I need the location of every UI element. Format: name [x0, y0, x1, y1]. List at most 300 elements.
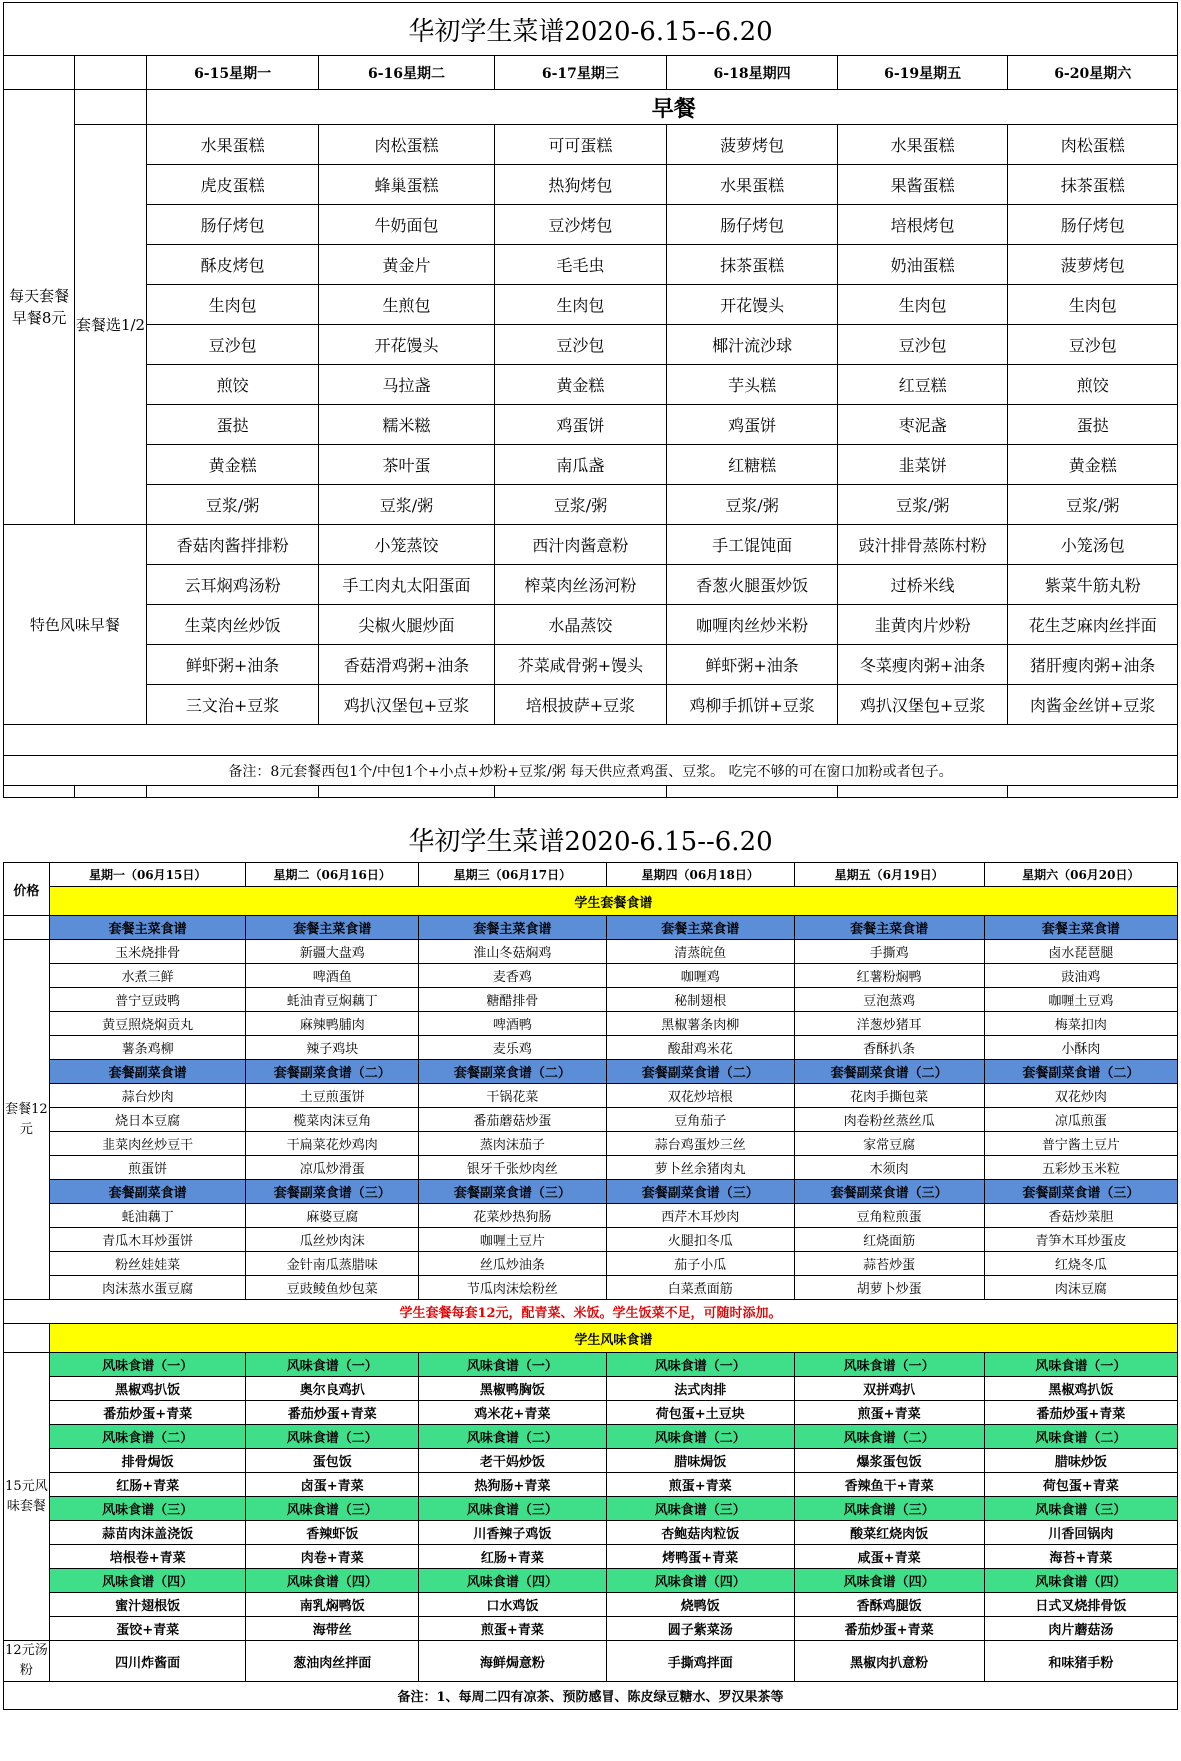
flavor-group-header: 风味食谱（三） — [246, 1497, 419, 1521]
menu-item: 葱油肉丝拌面 — [246, 1641, 419, 1682]
menu-item: 黄金糕 — [146, 445, 319, 485]
menu-item: 番茄蘑菇炒蛋 — [418, 1108, 606, 1132]
flavor-group-header: 风味食谱（四） — [794, 1569, 984, 1593]
blank-cell — [667, 786, 838, 798]
menu-item: 蛋包饭 — [246, 1449, 419, 1473]
menu-item: 豆沙包 — [837, 325, 1008, 365]
lunch-title: 华初学生菜谱2020-6.15--6.20 — [408, 827, 773, 857]
menu-item: 红豆糕 — [837, 365, 1008, 405]
menu-item: 肉卷+青菜 — [246, 1545, 419, 1569]
menu-item: 普宁酱土豆片 — [984, 1132, 1177, 1156]
day-header: 6-17星期三 — [494, 56, 667, 90]
menu-item: 小笼汤包 — [1008, 525, 1178, 565]
flavor-group-header: 风味食谱（三） — [49, 1497, 246, 1521]
flavor-price-label: 15元风味套餐 — [4, 1353, 50, 1641]
blank-cell — [1008, 786, 1178, 798]
menu-item: 蒜台炒肉 — [49, 1084, 246, 1108]
menu-item: 榄菜肉沫豆角 — [246, 1108, 419, 1132]
main-dish-header: 套餐主菜食谱 — [49, 916, 246, 940]
side-dish-header: 套餐副菜食谱（二） — [246, 1060, 419, 1084]
menu-item: 韭菜肉丝炒豆干 — [49, 1132, 246, 1156]
flavor-group-header: 风味食谱（三） — [984, 1497, 1177, 1521]
menu-item: 家常豆腐 — [794, 1132, 984, 1156]
menu-item: 青笋木耳炒蛋皮 — [984, 1228, 1177, 1252]
menu-item: 手撕鸡拌面 — [606, 1641, 794, 1682]
menu-item: 酸菜红烧肉饭 — [794, 1521, 984, 1545]
menu-item: 节瓜肉沫烩粉丝 — [418, 1276, 606, 1300]
menu-item: 腊味焗饭 — [606, 1449, 794, 1473]
menu-item: 麻辣鸭脯肉 — [246, 1012, 419, 1036]
menu-item: 鸡柳手抓饼+豆浆 — [667, 685, 838, 725]
menu-item: 榨菜肉丝汤河粉 — [494, 565, 667, 605]
menu-item: 奶油蛋糕 — [837, 245, 1008, 285]
menu-item: 咖喱土豆片 — [418, 1228, 606, 1252]
day-header: 星期六（06月20日） — [984, 863, 1177, 887]
menu-item: 银牙千张炒肉丝 — [418, 1156, 606, 1180]
menu-item: 西汁肉酱意粉 — [494, 525, 667, 565]
side-dish-header: 套餐副菜食谱 — [49, 1180, 246, 1204]
menu-item: 奥尔良鸡扒 — [246, 1377, 419, 1401]
menu-item: 黄金片 — [319, 245, 494, 285]
menu-item: 黑椒肉扒意粉 — [794, 1641, 984, 1682]
menu-item: 小笼蒸饺 — [319, 525, 494, 565]
menu-item: 手工肉丸太阳蛋面 — [319, 565, 494, 605]
special-breakfast-label: 特色风味早餐 — [4, 525, 147, 725]
menu-item: 肠仔烤包 — [146, 205, 319, 245]
menu-item: 开花馒头 — [667, 285, 838, 325]
menu-item: 香辣虾饭 — [246, 1521, 419, 1545]
menu-item: 杏鲍菇肉粒饭 — [606, 1521, 794, 1545]
menu-item: 荷包蛋+土豆块 — [606, 1401, 794, 1425]
blank-cell — [494, 786, 667, 798]
flavor-group-header: 风味食谱（四） — [418, 1569, 606, 1593]
menu-item: 可可蛋糕 — [494, 125, 667, 165]
menu-item: 洋葱炒猪耳 — [794, 1012, 984, 1036]
menu-item: 香菇炒菜胆 — [984, 1204, 1177, 1228]
menu-item: 手工馄饨面 — [667, 525, 838, 565]
menu-item: 鸡蛋饼 — [494, 405, 667, 445]
blank-cell — [4, 786, 75, 798]
menu-item: 花肉手撕包菜 — [794, 1084, 984, 1108]
menu-item: 老干妈炒饭 — [418, 1449, 606, 1473]
menu-item: 黄金糕 — [1008, 445, 1178, 485]
menu-item: 茄子小瓜 — [606, 1252, 794, 1276]
flavor-section-header: 学生风味食谱 — [49, 1324, 1177, 1353]
breakfast-title: 华初学生菜谱2020-6.15--6.20 — [4, 3, 1178, 56]
menu-item: 薯条鸡柳 — [49, 1036, 246, 1060]
menu-item: 红糖糕 — [667, 445, 838, 485]
menu-item: 糖醋排骨 — [418, 988, 606, 1012]
flavor-group-header: 风味食谱（一） — [49, 1353, 246, 1377]
menu-item: 川香回锅肉 — [984, 1521, 1177, 1545]
flavor-group-header: 风味食谱（二） — [794, 1425, 984, 1449]
menu-item: 热狗肠+青菜 — [418, 1473, 606, 1497]
menu-item: 黑椒鸭胸饭 — [418, 1377, 606, 1401]
menu-item: 咖喱肉丝炒米粉 — [667, 605, 838, 645]
menu-item: 土豆煎蛋饼 — [246, 1084, 419, 1108]
set-note: 学生套餐每套12元，配青菜、米饭。学生饭菜不足，可随时添加。 — [4, 1300, 1178, 1324]
menu-item: 粉丝娃娃菜 — [49, 1252, 246, 1276]
menu-item: 蚝油藕丁 — [49, 1204, 246, 1228]
main-dish-header: 套餐主菜食谱 — [984, 916, 1177, 940]
menu-item: 豆角茄子 — [606, 1108, 794, 1132]
menu-item: 腊味炒饭 — [984, 1449, 1177, 1473]
menu-item: 五彩炒玉米粒 — [984, 1156, 1177, 1180]
menu-item: 和味猪手粉 — [984, 1641, 1177, 1682]
menu-item: 法式肉排 — [606, 1377, 794, 1401]
menu-item: 鲜虾粥+油条 — [146, 645, 319, 685]
menu-item: 椰汁流沙球 — [667, 325, 838, 365]
menu-item: 豆浆/粥 — [667, 485, 838, 525]
menu-item: 蒜台鸡蛋炒三丝 — [606, 1132, 794, 1156]
menu-item: 水煮三鲜 — [49, 964, 246, 988]
menu-item: 海苔+青菜 — [984, 1545, 1177, 1569]
menu-item: 红肠+青菜 — [418, 1545, 606, 1569]
side-dish-header: 套餐副菜食谱（二） — [794, 1060, 984, 1084]
menu-item: 凉瓜炒滑蛋 — [246, 1156, 419, 1180]
menu-item: 煎蛋+青菜 — [606, 1473, 794, 1497]
breakfast-menu-table — [3, 2, 1178, 798]
day-header: 6-18星期四 — [667, 56, 838, 90]
day-header: 星期二（06月16日） — [246, 863, 419, 887]
menu-item: 萝卜丝余猪肉丸 — [606, 1156, 794, 1180]
menu-item: 煎蛋+青菜 — [794, 1401, 984, 1425]
menu-item: 玉米烧排骨 — [49, 940, 246, 964]
menu-item: 手撕鸡 — [794, 940, 984, 964]
menu-item: 韭黄肉片炒粉 — [837, 605, 1008, 645]
menu-item: 黑椒鸡扒饭 — [49, 1377, 246, 1401]
menu-item: 虎皮蛋糕 — [146, 165, 319, 205]
menu-item: 咖喱土豆鸡 — [984, 988, 1177, 1012]
flavor-group-header: 风味食谱（二） — [984, 1425, 1177, 1449]
menu-item: 肉沫蒸水蛋豆腐 — [49, 1276, 246, 1300]
menu-item: 豆角粒煎蛋 — [794, 1204, 984, 1228]
menu-item: 水晶蒸饺 — [494, 605, 667, 645]
flavor-group-header: 风味食谱（四） — [246, 1569, 419, 1593]
menu-item: 肠仔烤包 — [667, 205, 838, 245]
lunch-menu-table — [3, 862, 1178, 1710]
menu-item: 咸蛋+青菜 — [794, 1545, 984, 1569]
menu-item: 香辣鱼干+青菜 — [794, 1473, 984, 1497]
menu-item: 鸡米花+青菜 — [418, 1401, 606, 1425]
menu-item: 茶叶蛋 — [319, 445, 494, 485]
menu-item: 过桥米线 — [837, 565, 1008, 605]
menu-item: 豆豉鲮鱼炒包菜 — [246, 1276, 419, 1300]
side-dish-header: 套餐副菜食谱（三） — [418, 1180, 606, 1204]
soup-label: 12元汤粉 — [4, 1641, 50, 1682]
menu-item: 豆浆/粥 — [1008, 485, 1178, 525]
menu-item: 煎蛋+青菜 — [418, 1617, 606, 1641]
menu-item: 豆浆/粥 — [319, 485, 494, 525]
menu-item: 豆沙包 — [1008, 325, 1178, 365]
menu-item: 南瓜盏 — [494, 445, 667, 485]
flavor-group-header: 风味食谱（一） — [418, 1353, 606, 1377]
menu-item: 木须肉 — [794, 1156, 984, 1180]
menu-item: 肉卷粉丝蒸丝瓜 — [794, 1108, 984, 1132]
menu-item: 番茄炒蛋+青菜 — [794, 1617, 984, 1641]
menu-item: 青瓜木耳炒蛋饼 — [49, 1228, 246, 1252]
main-dish-header: 套餐主菜食谱 — [606, 916, 794, 940]
menu-item: 培根烤包 — [837, 205, 1008, 245]
menu-item: 蚝油青豆焖藕丁 — [246, 988, 419, 1012]
menu-item: 火腿扣冬瓜 — [606, 1228, 794, 1252]
breakfast-note: 备注：8元套餐西包1个/中包1个+小点+炒粉+豆浆/粥 每天供应煮鸡蛋、豆浆。 吃完不够的可在窗口加粉或者包子。 — [4, 756, 1178, 786]
lunch-note: 备注：1、每周二四有凉茶、预防感冒、陈皮绿豆糖水、罗汉果茶等 — [4, 1682, 1178, 1710]
menu-item: 梅菜扣肉 — [984, 1012, 1177, 1036]
menu-item: 新疆大盘鸡 — [246, 940, 419, 964]
menu-item: 白菜煮面筋 — [606, 1276, 794, 1300]
menu-item: 蒜苗肉沫盖浇饭 — [49, 1521, 246, 1545]
menu-item: 蜂巢蛋糕 — [319, 165, 494, 205]
side-dish-header: 套餐副菜食谱（二） — [606, 1060, 794, 1084]
menu-item: 花生芝麻肉丝拌面 — [1008, 605, 1178, 645]
menu-item: 豆浆/粥 — [494, 485, 667, 525]
menu-item: 生肉包 — [146, 285, 319, 325]
menu-item: 麦乐鸡 — [418, 1036, 606, 1060]
menu-item: 啤酒鸭 — [418, 1012, 606, 1036]
menu-item: 辣子鸡块 — [246, 1036, 419, 1060]
menu-item: 红烧冬瓜 — [984, 1252, 1177, 1276]
flavor-group-header: 风味食谱（四） — [606, 1569, 794, 1593]
menu-item: 豆沙包 — [494, 325, 667, 365]
menu-item: 蒜苔炒蛋 — [794, 1252, 984, 1276]
menu-item: 胡萝卜炒蛋 — [794, 1276, 984, 1300]
meal-label: 早餐 — [146, 90, 1177, 125]
menu-item: 菠萝烤包 — [667, 125, 838, 165]
menu-item: 黄金糕 — [494, 365, 667, 405]
menu-item: 香葱火腿蛋炒饭 — [667, 565, 838, 605]
menu-item: 花菜炒热狗肠 — [418, 1204, 606, 1228]
menu-item: 肠仔烤包 — [1008, 205, 1178, 245]
menu-item: 热狗烤包 — [494, 165, 667, 205]
menu-item: 烧日本豆腐 — [49, 1108, 246, 1132]
menu-item: 排骨焗饭 — [49, 1449, 246, 1473]
menu-item: 香菇滑鸡粥+油条 — [319, 645, 494, 685]
menu-item: 冬菜瘦肉粥+油条 — [837, 645, 1008, 685]
menu-item: 番茄炒蛋+青菜 — [49, 1401, 246, 1425]
menu-item: 蛋挞 — [146, 405, 319, 445]
side-dish-header: 套餐副菜食谱（三） — [984, 1180, 1177, 1204]
main-dish-header: 套餐主菜食谱 — [794, 916, 984, 940]
menu-item: 黄豆照烧焖贡丸 — [49, 1012, 246, 1036]
side-dish-header: 套餐副菜食谱（三） — [246, 1180, 419, 1204]
menu-item: 西芹木耳炒肉 — [606, 1204, 794, 1228]
menu-item: 红肠+青菜 — [49, 1473, 246, 1497]
menu-item: 秘制翅根 — [606, 988, 794, 1012]
menu-item: 豉汁排骨蒸陈村粉 — [837, 525, 1008, 565]
menu-item: 红烧面筋 — [794, 1228, 984, 1252]
menu-item: 干扁菜花炒鸡肉 — [246, 1132, 419, 1156]
menu-item: 鸡扒汉堡包+豆浆 — [837, 685, 1008, 725]
menu-item: 蜜汁翅根饭 — [49, 1593, 246, 1617]
day-header: 6-15星期一 — [146, 56, 319, 90]
menu-item: 三文治+豆浆 — [146, 685, 319, 725]
menu-item: 啤酒鱼 — [246, 964, 419, 988]
corner-cell — [4, 56, 75, 90]
menu-item: 毛毛虫 — [494, 245, 667, 285]
menu-item: 生煎包 — [319, 285, 494, 325]
flavor-group-header: 风味食谱（二） — [606, 1425, 794, 1449]
menu-item: 煎饺 — [1008, 365, 1178, 405]
flavor-group-header: 风味食谱（四） — [984, 1569, 1177, 1593]
menu-item: 生菜肉丝炒饭 — [146, 605, 319, 645]
menu-item: 菠萝烤包 — [1008, 245, 1178, 285]
menu-item: 芋头糕 — [667, 365, 838, 405]
corner-cell — [75, 56, 146, 90]
flavor-group-header: 风味食谱（二） — [49, 1425, 246, 1449]
main-dish-header: 套餐主菜食谱 — [246, 916, 419, 940]
menu-item: 肉沫豆腐 — [984, 1276, 1177, 1300]
menu-item: 金针南瓜蒸腊味 — [246, 1252, 419, 1276]
menu-item: 黑椒鸡扒饭 — [984, 1377, 1177, 1401]
day-header: 星期三（06月17日） — [418, 863, 606, 887]
flavor-group-header: 风味食谱（三） — [606, 1497, 794, 1521]
menu-item: 香酥鸡腿饭 — [794, 1593, 984, 1617]
menu-item: 果酱蛋糕 — [837, 165, 1008, 205]
menu-item: 水果蛋糕 — [837, 125, 1008, 165]
menu-item: 四川炸酱面 — [49, 1641, 246, 1682]
menu-item: 肉松蛋糕 — [1008, 125, 1178, 165]
menu-item: 肉片蘑菇汤 — [984, 1617, 1177, 1641]
flavor-group-header: 风味食谱（二） — [418, 1425, 606, 1449]
menu-item: 丝瓜炒油条 — [418, 1252, 606, 1276]
menu-item: 云耳焖鸡汤粉 — [146, 565, 319, 605]
menu-item: 鲜虾粥+油条 — [667, 645, 838, 685]
menu-item: 糯米糍 — [319, 405, 494, 445]
day-header: 星期一（06月15日） — [49, 863, 246, 887]
menu-item: 酸甜鸡米花 — [606, 1036, 794, 1060]
menu-item: 猪肝瘦肉粥+油条 — [1008, 645, 1178, 685]
menu-item: 煎蛋饼 — [49, 1156, 246, 1180]
menu-item: 麦香鸡 — [418, 964, 606, 988]
flavor-group-header: 风味食谱（三） — [794, 1497, 984, 1521]
side-dish-header: 套餐副菜食谱（二） — [984, 1060, 1177, 1084]
menu-item: 蛋饺+青菜 — [49, 1617, 246, 1641]
menu-item: 酥皮烤包 — [146, 245, 319, 285]
blank-cell — [146, 786, 319, 798]
menu-item: 培根披萨+豆浆 — [494, 685, 667, 725]
menu-item: 豆沙烤包 — [494, 205, 667, 245]
flavor-group-header: 风味食谱（三） — [418, 1497, 606, 1521]
menu-item: 豆沙包 — [146, 325, 319, 365]
blank-cell — [4, 916, 50, 940]
blank-row — [4, 725, 1178, 756]
flavor-group-header: 风味食谱（一） — [794, 1353, 984, 1377]
side-dish-header: 套餐副菜食谱 — [49, 1060, 246, 1084]
menu-item: 韭菜饼 — [837, 445, 1008, 485]
menu-item: 麻婆豆腐 — [246, 1204, 419, 1228]
menu-item: 黑椒薯条肉柳 — [606, 1012, 794, 1036]
menu-item: 豆泡蒸鸡 — [794, 988, 984, 1012]
menu-item: 荷包蛋+青菜 — [984, 1473, 1177, 1497]
menu-item: 鸡蛋饼 — [667, 405, 838, 445]
set-section-header: 学生套餐食谱 — [49, 887, 1177, 916]
menu-item: 鸡扒汉堡包+豆浆 — [319, 685, 494, 725]
day-header: 6-19星期五 — [837, 56, 1008, 90]
menu-item: 南乳焖鸭饭 — [246, 1593, 419, 1617]
menu-item: 小酥肉 — [984, 1036, 1177, 1060]
menu-item: 豆浆/粥 — [837, 485, 1008, 525]
flavor-group-header: 风味食谱（二） — [246, 1425, 419, 1449]
side-dish-header: 套餐副菜食谱（三） — [606, 1180, 794, 1204]
menu-item: 爆浆蛋包饭 — [794, 1449, 984, 1473]
menu-item: 咖喱鸡 — [606, 964, 794, 988]
menu-item: 番茄炒蛋+青菜 — [246, 1401, 419, 1425]
menu-item: 卤蛋+青菜 — [246, 1473, 419, 1497]
main-dish-header: 套餐主菜食谱 — [418, 916, 606, 940]
menu-item: 川香辣子鸡饭 — [418, 1521, 606, 1545]
menu-item: 海带丝 — [246, 1617, 419, 1641]
menu-item: 肉酱金丝饼+豆浆 — [1008, 685, 1178, 725]
menu-item: 普宁豆豉鸭 — [49, 988, 246, 1012]
menu-item: 豆浆/粥 — [146, 485, 319, 525]
menu-item: 双拼鸡扒 — [794, 1377, 984, 1401]
menu-item: 卤水琵琶腿 — [984, 940, 1177, 964]
blank-cell — [75, 90, 146, 125]
choose-label: 套餐选1/2 — [75, 125, 146, 525]
blank-cell — [319, 786, 494, 798]
blank-cell — [4, 1324, 50, 1353]
day-header: 6-20星期六 — [1008, 56, 1178, 90]
menu-item: 香菇肉酱拌排粉 — [146, 525, 319, 565]
flavor-group-header: 风味食谱（一） — [984, 1353, 1177, 1377]
set-breakfast-label: 每天套餐早餐8元 — [4, 90, 75, 525]
blank-cell — [75, 786, 146, 798]
menu-item: 开花馒头 — [319, 325, 494, 365]
menu-item: 凉瓜煎蛋 — [984, 1108, 1177, 1132]
menu-item: 培根卷+青菜 — [49, 1545, 246, 1569]
menu-item: 枣泥盏 — [837, 405, 1008, 445]
menu-item: 煎饺 — [146, 365, 319, 405]
menu-item: 抹茶蛋糕 — [667, 245, 838, 285]
menu-item: 清蒸皖鱼 — [606, 940, 794, 964]
set-price-label: 套餐12元 — [4, 940, 50, 1300]
menu-item: 海鲜焗意粉 — [418, 1641, 606, 1682]
menu-item: 水果蛋糕 — [146, 125, 319, 165]
menu-item: 双花炒培根 — [606, 1084, 794, 1108]
menu-item: 烤鸭蛋+青菜 — [606, 1545, 794, 1569]
menu-item: 生肉包 — [494, 285, 667, 325]
day-header: 星期四（06月18日） — [606, 863, 794, 887]
menu-item: 圆子紫菜汤 — [606, 1617, 794, 1641]
menu-item: 干锅花菜 — [418, 1084, 606, 1108]
menu-item: 生肉包 — [837, 285, 1008, 325]
menu-item: 双花炒肉 — [984, 1084, 1177, 1108]
menu-item: 紫菜牛筋丸粉 — [1008, 565, 1178, 605]
menu-item: 瓜丝炒肉沫 — [246, 1228, 419, 1252]
side-dish-header: 套餐副菜食谱（二） — [418, 1060, 606, 1084]
menu-item: 红薯粉焖鸭 — [794, 964, 984, 988]
menu-item: 抹茶蛋糕 — [1008, 165, 1178, 205]
flavor-group-header: 风味食谱（四） — [49, 1569, 246, 1593]
menu-item: 香酥扒条 — [794, 1036, 984, 1060]
day-header: 星期五（6月19日） — [794, 863, 984, 887]
menu-item: 豉油鸡 — [984, 964, 1177, 988]
price-label: 价格 — [4, 863, 50, 916]
flavor-group-header: 风味食谱（一） — [246, 1353, 419, 1377]
menu-item: 生肉包 — [1008, 285, 1178, 325]
menu-item: 牛奶面包 — [319, 205, 494, 245]
side-dish-header: 套餐副菜食谱（三） — [794, 1180, 984, 1204]
menu-item: 芥菜咸骨粥+馒头 — [494, 645, 667, 685]
menu-item: 番茄炒蛋+青菜 — [984, 1401, 1177, 1425]
flavor-group-header: 风味食谱（一） — [606, 1353, 794, 1377]
menu-item: 水果蛋糕 — [667, 165, 838, 205]
menu-item: 尖椒火腿炒面 — [319, 605, 494, 645]
menu-item: 淮山冬菇焖鸡 — [418, 940, 606, 964]
menu-item: 肉松蛋糕 — [319, 125, 494, 165]
day-header: 6-16星期二 — [319, 56, 494, 90]
